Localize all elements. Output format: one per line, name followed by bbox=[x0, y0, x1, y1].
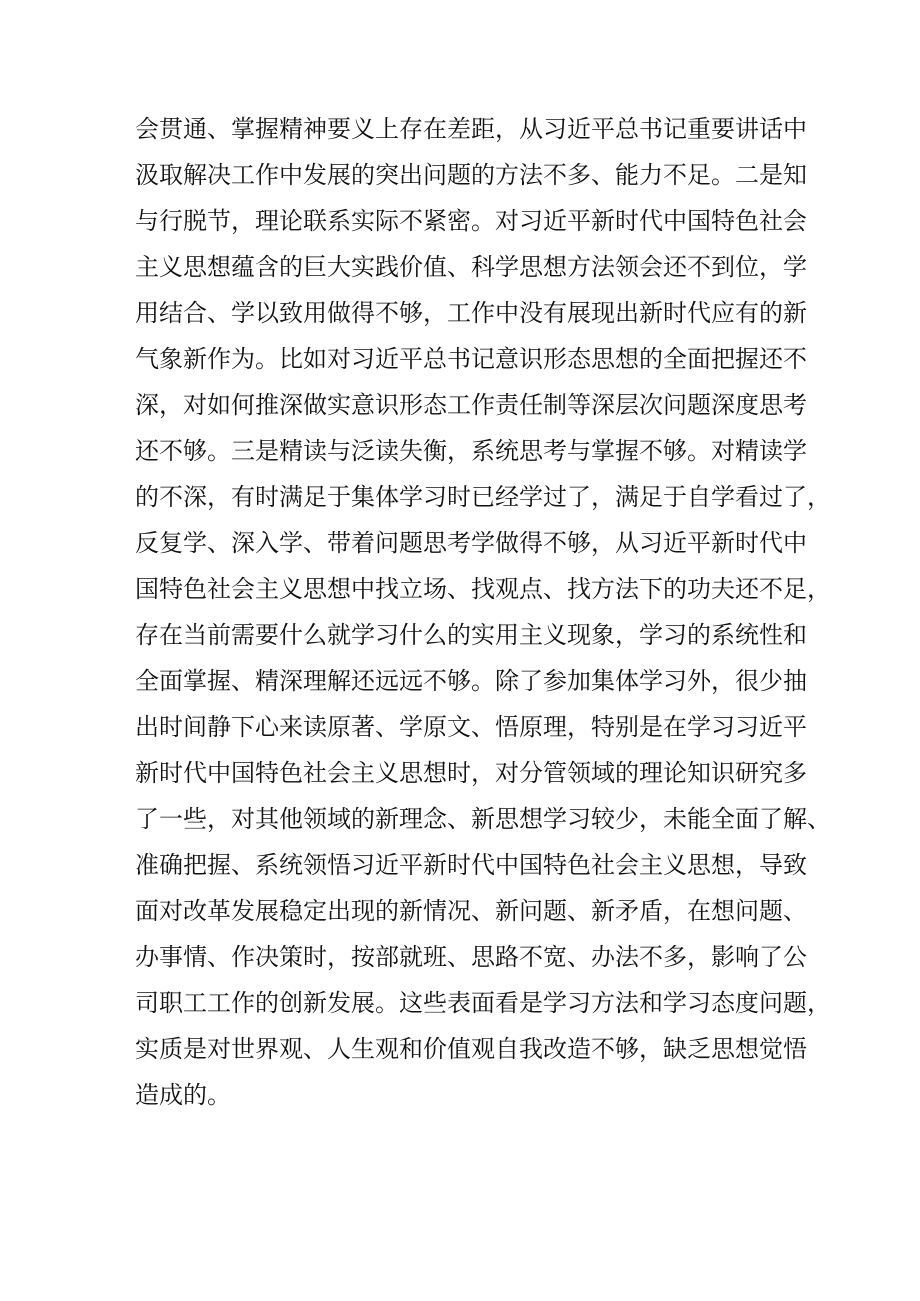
text-line: 还不够。三是精读与泛读失衡，系统思考与掌握不够。对精读学 bbox=[135, 437, 807, 465]
text-line: 主义思想蕴含的巨大实践价值、科学思想方法领会还不到位，学 bbox=[135, 253, 807, 281]
text-line: 实质是对世界观、人生观和价值观自我改造不够，缺乏思想觉悟 bbox=[135, 1035, 807, 1063]
text-line: 深，对如何推深做实意识形态工作责任制等深层次问题深度思考 bbox=[135, 391, 807, 419]
text-line: 用结合、学以致用做得不够，工作中没有展现出新时代应有的新 bbox=[135, 299, 807, 327]
text-line: 办事情、作决策时，按部就班、思路不宽、办法不多，影响了公 bbox=[135, 943, 807, 971]
text-line: 出时间静下心来读原著、学原文、悟原理，特别是在学习习近平 bbox=[135, 713, 807, 741]
text-line: 气象新作为。比如对习近平总书记意识形态思想的全面把握还不 bbox=[135, 345, 807, 373]
text-line: 面对改革发展稳定出现的新情况、新问题、新矛盾，在想问题、 bbox=[135, 897, 807, 925]
text-line: 与行脱节，理论联系实际不紧密。对习近平新时代中国特色社会 bbox=[135, 207, 807, 235]
text-line: 了一些，对其他领域的新理念、新思想学习较少，未能全面了解、 bbox=[135, 805, 831, 833]
body-paragraph bbox=[135, 106, 831, 1118]
text-line: 汲取解决工作中发展的突出问题的方法不多、能力不足。二是知 bbox=[135, 161, 807, 189]
text-line: 的不深，有时满足于集体学习时已经学过了，满足于自学看过了， bbox=[135, 483, 831, 511]
text-line: 司职工工作的创新发展。这些表面看是学习方法和学习态度问题， bbox=[135, 989, 831, 1017]
text-line: 国特色社会主义思想中找立场、找观点、找方法下的功夫还不足， bbox=[135, 575, 831, 603]
text-line: 新时代中国特色社会主义思想时，对分管领域的理论知识研究多 bbox=[135, 759, 807, 787]
text-line: 准确把握、系统领悟习近平新时代中国特色社会主义思想，导致 bbox=[135, 851, 807, 879]
text-line: 会贯通、掌握精神要义上存在差距，从习近平总书记重要讲话中 bbox=[135, 115, 807, 143]
text-line: 造成的。 bbox=[135, 1081, 231, 1109]
text-line: 全面掌握、精深理解还远远不够。除了参加集体学习外，很少抽 bbox=[135, 667, 807, 695]
text-line: 反复学、深入学、带着问题思考学做得不够，从习近平新时代中 bbox=[135, 529, 807, 557]
text-line: 存在当前需要什么就学习什么的实用主义现象，学习的系统性和 bbox=[135, 621, 807, 649]
